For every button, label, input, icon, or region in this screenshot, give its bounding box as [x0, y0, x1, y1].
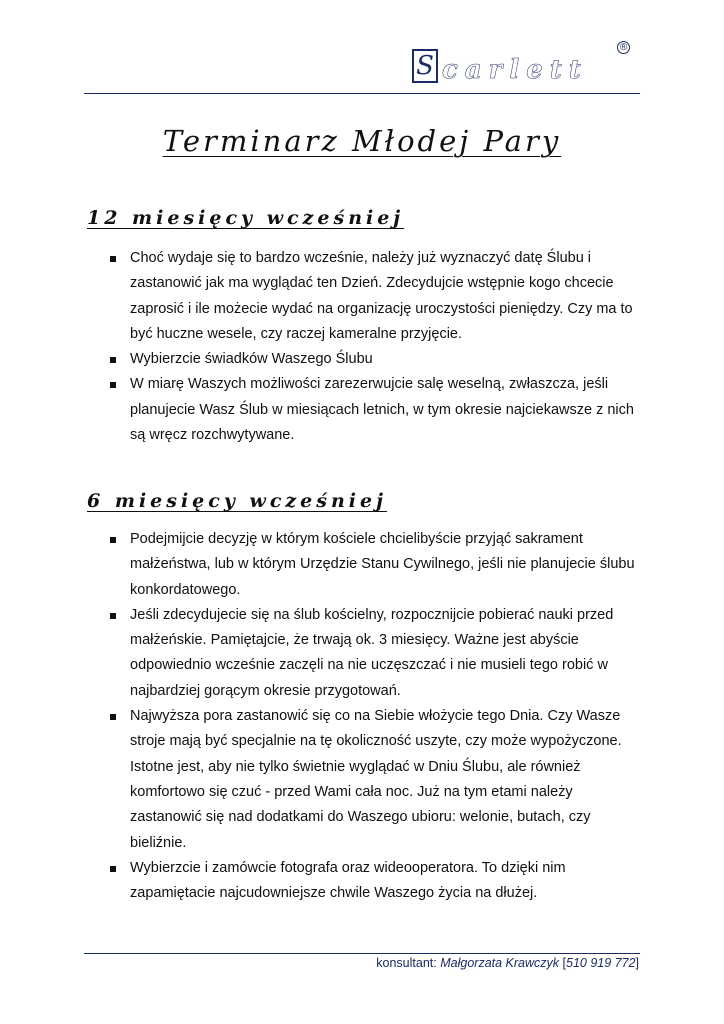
scarlett-logo — [412, 42, 628, 85]
header-divider — [84, 93, 640, 94]
footer-divider — [84, 953, 640, 954]
section-list-12-months — [106, 246, 646, 448]
section-heading-6-months: 6 miesięcy wcześniej — [87, 490, 387, 512]
consultant-phone: 510 919 772 — [566, 956, 636, 970]
logo-text: carlett — [442, 55, 588, 85]
footer-label: konsultant: — [376, 956, 437, 970]
list-item: Podejmijcie decyzję w którym kościele chcielibyście przyjąć sakrament małżeństwa, lub w którym Urzędzie Stanu Cywilnego, jeśli nie planujecie ślubu konkordatowego. — [106, 527, 646, 603]
logo-letter: S — [416, 51, 434, 81]
list-item: Jeśli zdecydujecie się na ślub kościelny, rozpocznijcie pobierać nauki przed małżeńskie. Pamiętajcie, że trwają ok. 3 miesięcy. Ważne jest abyście odpowiednio wcześnie zaczęli na nie uczęszczać i nie musieli tego robić w najbardziej gorącym okresie przygotowań. — [106, 603, 646, 704]
list-item: Wybierzcie świadków Waszego Ślubu — [106, 347, 646, 372]
footer-consultant — [376, 956, 639, 970]
section-heading-12-months: 12 miesięcy wcześniej — [87, 207, 405, 229]
consultant-name: Małgorzata Krawczyk — [440, 956, 560, 970]
list-item: Choć wydaje się to bardzo wcześnie, należy już wyznaczyć datę Ślubu i zastanowić jak ma wyglądać ten Dzień. Zdecydujcie wstępnie kogo chcecie zaprosić i ile możecie wydać na organizację uroczystości pieniędzy. Czy ma to być huczne wesele, czy raczej kameralne przyjęcie. — [106, 246, 646, 347]
phone-bracket-close: ] — [635, 956, 639, 970]
document-title: Terminarz Młodej Pary — [162, 124, 562, 158]
logo-letter-box — [412, 49, 438, 83]
list-item: W miarę Waszych możliwości zarezerwujcie salę weselną, zwłaszcza, jeśli planujecie Wasz Ślub w miesiącach letnich, w tym okresie najciekawsze z nich są wręcz rozchwytywane. — [106, 372, 646, 448]
phone-bracket-open: [ — [562, 956, 566, 970]
list-item: Najwyższa pora zastanowić się co na Siebie włożycie tego Dnia. Czy Wasze stroje mają być specjalnie na tę okoliczność uszyte, czy może wypożyczone. Istotne jest, aby nie tylko świetnie wyglądać w Dniu Ślubu, ale również komfortowo się czuć - przed Wami cała noc. Już na tym etami należy zastanowić się nad dodatkami do Waszego ubioru: welonie, butach, czy bieliźnie. — [106, 704, 646, 856]
list-item: Wybierzcie i zamówcie fotografa oraz wideooperatora. To dzięki nim zapamiętacie najcudowniejsze chwile Waszego życia na dłużej. — [106, 856, 646, 907]
registered-mark: ® — [617, 41, 630, 54]
section-list-6-months — [106, 527, 646, 906]
